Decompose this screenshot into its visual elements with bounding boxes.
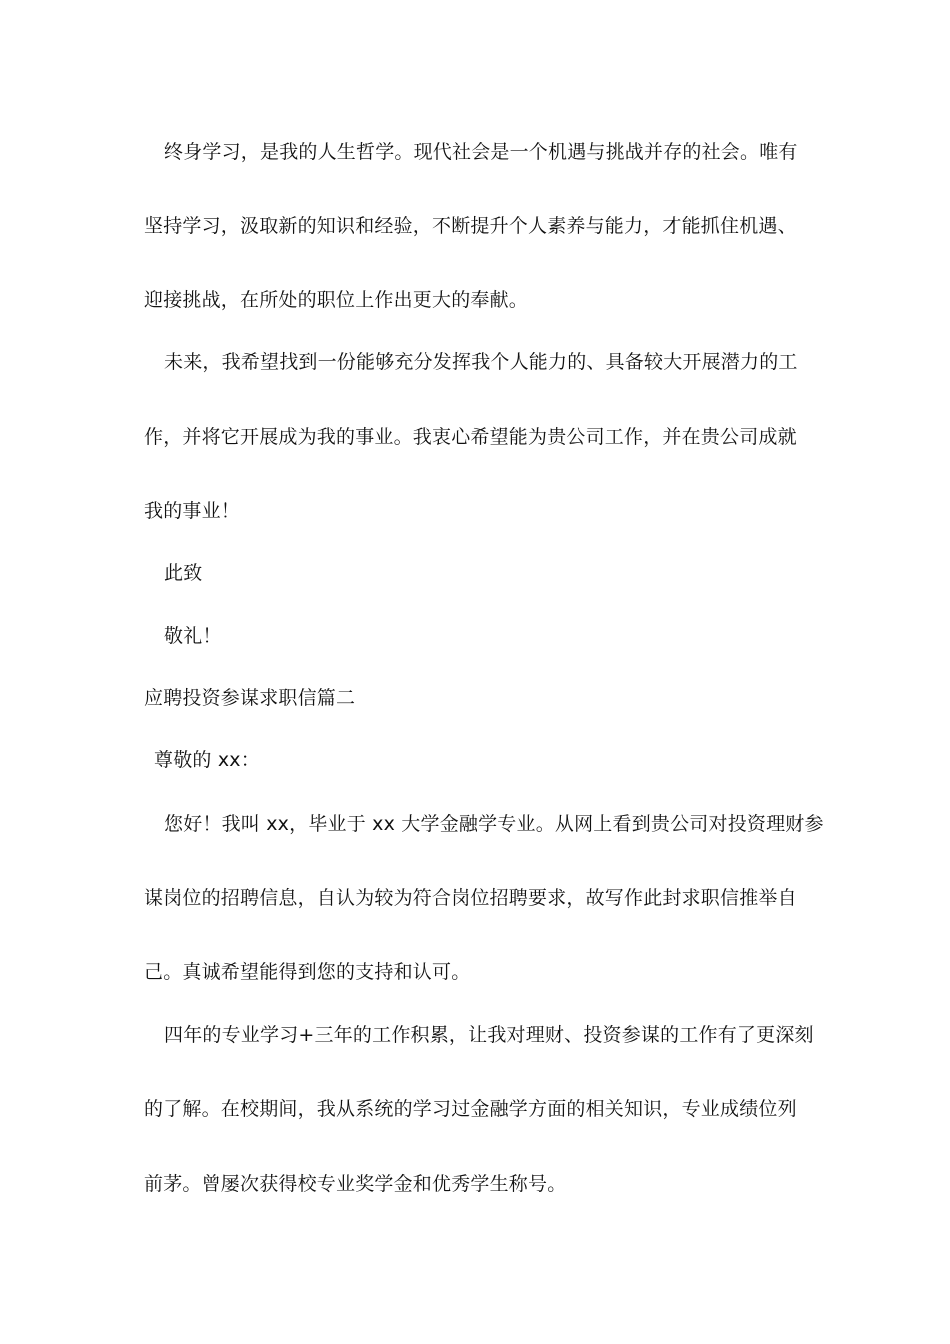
paragraph-line: 四年的专业学习+三年的工作积累，让我对理财、投资参谋的工作有了更深刻 (164, 1024, 814, 1046)
paragraph-line: 坚持学习，汲取新的知识和经验，不断提升个人素养与能力，才能抓住机遇、 (144, 215, 797, 237)
paragraph-line: 作，并将它开展成为我的事业。我衷心希望能为贵公司工作，并在贵公司成就 (144, 426, 797, 448)
paragraph-line: 己。真诚希望能得到您的支持和认可。 (144, 961, 471, 983)
salutation: 尊敬的 xx： (154, 749, 260, 771)
closing-line: 此致 (164, 562, 203, 584)
paragraph-line: 终身学习，是我的人生哲学。现代社会是一个机遇与挑战并存的社会。唯有 (164, 141, 798, 163)
paragraph-line: 您好！我叫 xx，毕业于 xx 大学金融学专业。从网上看到贵公司对投资理财参 (164, 813, 824, 835)
paragraph-line: 的了解。在校期间，我从系统的学习过金融学方面的相关知识，专业成绩位列 (144, 1098, 797, 1120)
paragraph-line: 谋岗位的招聘信息，自认为较为符合岗位招聘要求，故写作此封求职信推举自 (144, 887, 797, 909)
paragraph-line: 迎接挑战，在所处的职位上作出更大的奉献。 (144, 289, 529, 311)
paragraph-line: 未来，我希望找到一份能够充分发挥我个人能力的、具备较大开展潜力的工 (164, 351, 798, 373)
paragraph-line: 前茅。曾屡次获得校专业奖学金和优秀学生称号。 (144, 1173, 567, 1195)
closing-line: 敬礼！ (164, 625, 222, 647)
section-heading: 应聘投资参谋求职信篇二 (144, 687, 356, 709)
paragraph-line: 我的事业！ (144, 500, 241, 522)
